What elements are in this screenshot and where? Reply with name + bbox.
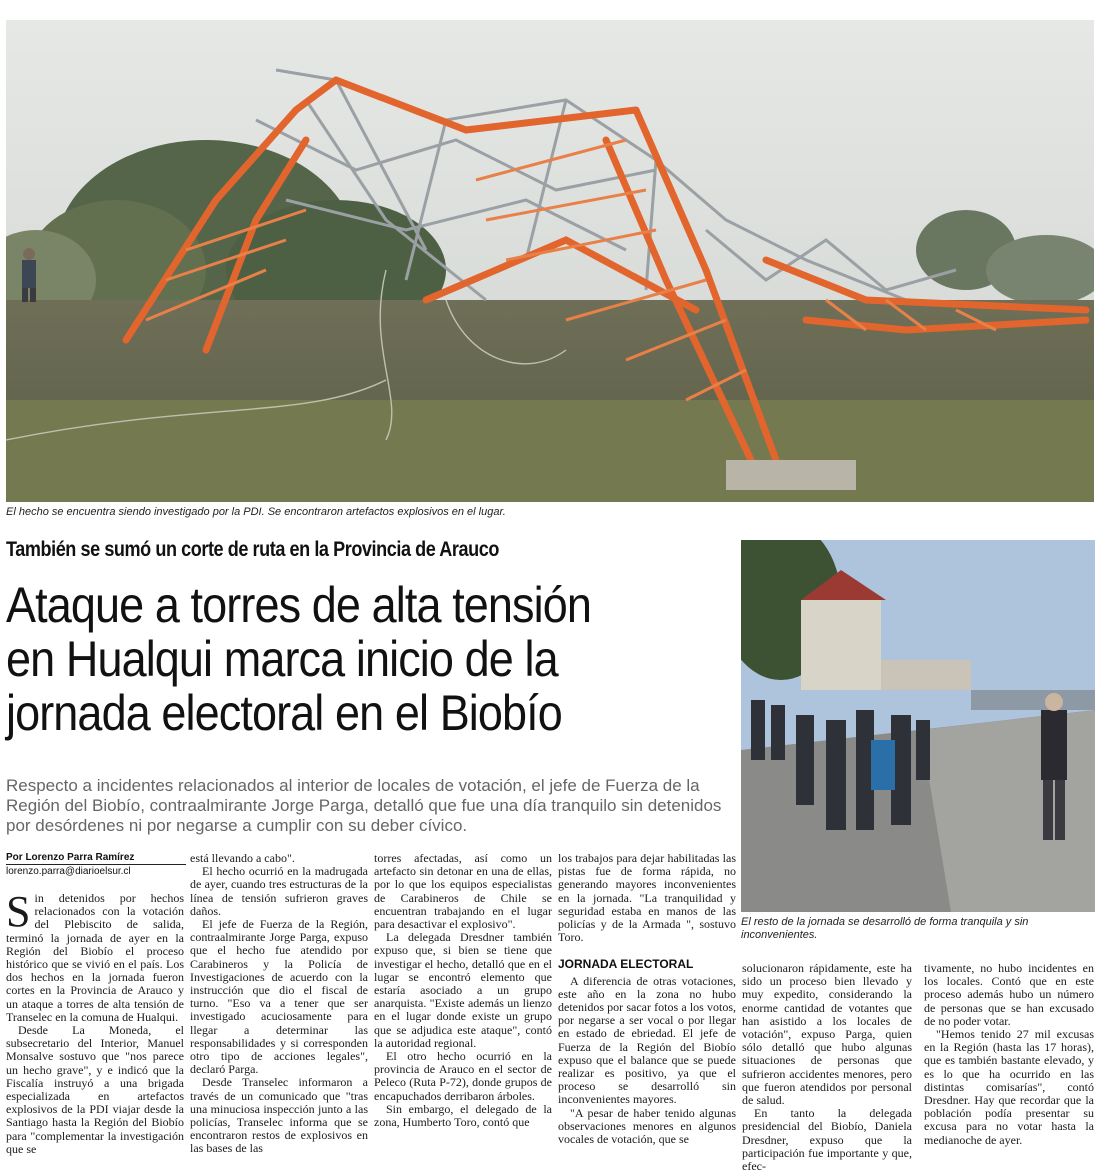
collapsed-tower-photo-icon xyxy=(6,20,1094,502)
side-photo-caption: El resto de la jornada se desarrolló de forma tranquila y sin inconvenientes. xyxy=(741,916,1029,941)
paragraph: los trabajos para dejar habilitadas las pistas fue de forma rápida, no generando mayores inconvenientes en la jornada. "La tranquilidad y seguridad estaba en manos de las policías y de la Armada ", sostuvo Toro. xyxy=(558,851,736,945)
paragraph: torres afectadas, así como un artefacto sin detonar en una de ellas, por lo que los equipos especialistas de Carabineros de Chile se encuentran trabajando en el lugar para desactivar el explosivo". xyxy=(374,851,552,932)
headline-line-2: en Hualqui marca inicio de la xyxy=(6,631,558,687)
headline xyxy=(6,578,726,740)
voting-queue-photo-icon xyxy=(741,540,1095,912)
byline-rule xyxy=(6,864,186,865)
paragraph: Desde La Moneda, el subsecretario del Interior, Manuel Monsalve sostuvo que "nos parece un hecho grave", y e indicó que la Fiscalía instruyó a una brigada especializada en artefactos explosivos de la PDI viajar desde la Santiago hasta la Región del Biobío para "complementar la investigación que se xyxy=(6,1023,184,1156)
paragraph: in detenidos por hechos relacionados con la votación del Plebiscito de salida, terminó la jornada de ayer en la Región del Biobío el proceso histórico que se vivió en el país. Los dos hechos en la jornada fueron cortes en la Provincia de Arauco y un ataque a torres de alta tensión de Transelec en la comuna de Hualqui. xyxy=(6,891,184,1024)
paragraph: Sin embargo, el delegado de la zona, Humberto Toro, contó que xyxy=(374,1101,552,1130)
paragraph: Desde Transelec informaron a través de un comunicado que "tras una minuciosa inspección junto a las policías, Transelec informa que se encontraron restos de explosivos en las bases de las xyxy=(190,1075,368,1156)
paragraph: solucionaron rápidamente, este ha sido un proceso bien llevado y muy expedito, considerando la enorme cantidad de votantes que han asistido a los locales de votación", expuso Parga, quien sólo detalló que hubo algunas situaciones de personas que sufrieron accidentes menores, pero que fueron atendidos por personal de salud. xyxy=(742,961,912,1108)
paragraph: está llevando a cabo". xyxy=(190,851,295,865)
main-photo xyxy=(6,20,1094,502)
author-email: lorenzo.parra@diarioelsur.cl xyxy=(6,866,131,877)
kicker: También se sumó un corte de ruta en la Provincia de Arauco xyxy=(6,538,499,561)
dropcap: S xyxy=(6,887,31,936)
paragraph: "Hemos tenido 27 mil excusas en la Región (hasta las 17 horas), que es también bastante elevado, y es lo que ha ocurrido en las distintas comisarías", contó Dresdner. Hay que recordar que la población podía presentar su excusa para no votar hasta la medianoche de ayer. xyxy=(924,1027,1094,1147)
paragraph: En tanto la delegada presidencial del Biobío, Daniela Dresdner, expuso que la participación fue importante y que, efec- xyxy=(742,1106,912,1173)
paragraph: El hecho ocurrió en la madrugada de ayer, cuando tres estructuras de la línea de tensión sufrieron graves daños. xyxy=(190,864,368,918)
headline-line-1: Ataque a torres de alta tensión xyxy=(6,577,592,633)
column-6 xyxy=(924,962,1094,1147)
headline-line-3: jornada electoral en el Biobío xyxy=(6,685,562,741)
column-3 xyxy=(374,852,552,1129)
paragraph: El jefe de Fuerza de la Región, contraalmirante Jorge Parga, expuso que el hecho fue atendido por Carabineros y la Policía de Investigaciones de acuerdo con la instrucción que dio el fiscal de turno. "Eso va a tener que ser investigado acuciosamente para llegar a determinar las responsabilidades y si corresponden otro tipo de acciones legales", declaró Parga. xyxy=(190,917,368,1077)
paragraph: "A pesar de haber tenido algunas observaciones menores en algunos vocales de votación, que se xyxy=(558,1105,736,1147)
column-5 xyxy=(742,962,912,1173)
side-photo xyxy=(741,540,1095,912)
paragraph: tivamente, no hubo incidentes en los locales. Contó que en este proceso además hubo un número de personas que se han excusado de no poder votar. xyxy=(924,961,1094,1028)
paragraph: A diferencia de otras votaciones, este año en la zona no hubo detenidos por sacar fotos a los votos, por negarse a ser vocal o por llegar en estado de ebriedad. El jefe de Fuerza de la Región del Biobío expuso que el balance que se puede realizar es positivo, ya que el proceso se desarrolló sin inconvenientes mayores. xyxy=(558,973,736,1107)
byline: Por Lorenzo Parra Ramírez xyxy=(6,852,135,863)
lead-paragraph: Respecto a incidentes relacionados al interior de locales de votación, el jefe de Fuerza de la Región del Biobío, contraalmirante Jorge Parga, detalló que fue una día tranquilo sin detenidos por desórdenes ni por negarse a cumplir con su deber cívico. xyxy=(6,776,722,835)
main-photo-caption: El hecho se encuentra siendo investigado por la PDI. Se encontraron artefactos explosivos en el lugar. xyxy=(6,506,506,518)
column-4 xyxy=(558,852,736,1146)
column-2 xyxy=(190,852,368,1156)
paragraph: La delegada Dresdner también expuso que, si bien se tiene que investigar el hecho, detalló que en el lugar se encontró elemento que estaría asociado a un grupo anarquista. "Existe además un lienzo en el lugar donde existe un grupo que se adjudica este ataque", contó la autoridad regional. xyxy=(374,930,552,1050)
paragraph: El otro hecho ocurrió en la provincia de Arauco en el sector de Peleco (Ruta P-72), donde grupos de encapuchados derribaron árboles. xyxy=(374,1049,552,1103)
column-1 xyxy=(6,887,184,1156)
subhead: JORNADA ELECTORAL xyxy=(558,957,694,972)
